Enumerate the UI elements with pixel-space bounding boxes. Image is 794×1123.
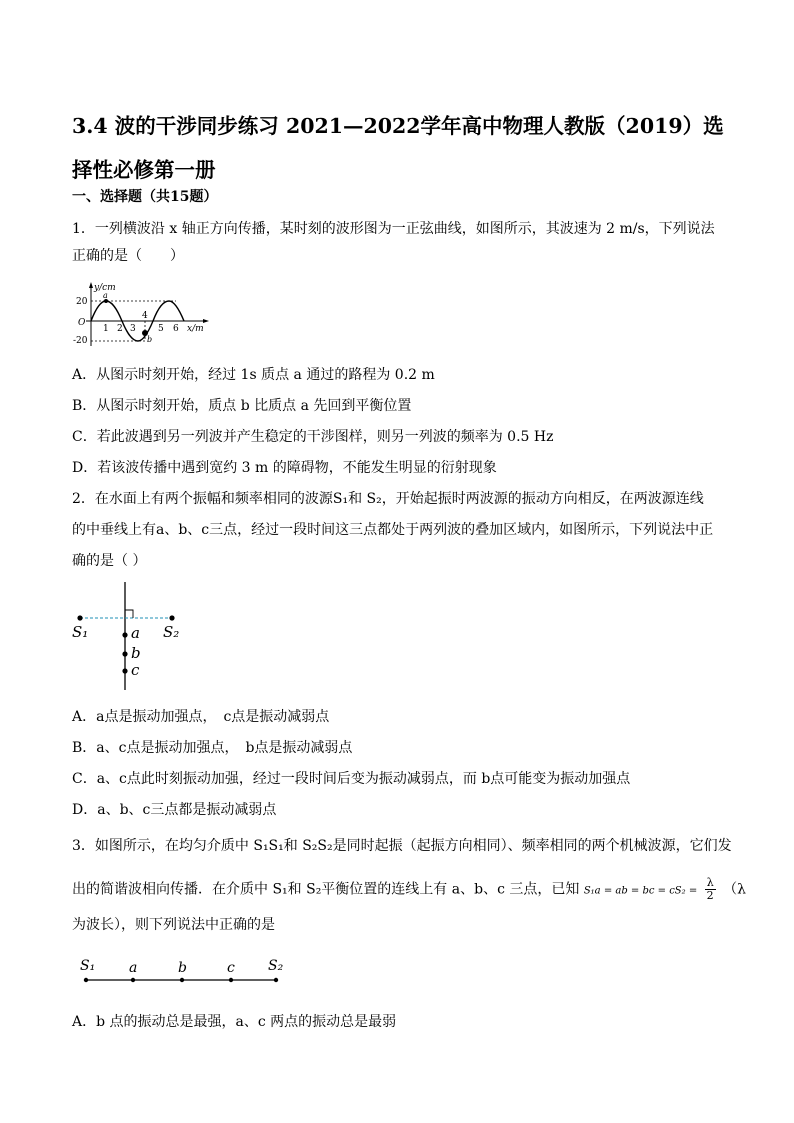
q3-source-figure (76, 952, 296, 992)
q3-frac-numerator: λ (706, 876, 714, 889)
q1-x-label: x/m (187, 324, 204, 334)
q2-option-d: D．a、b、c三点都是振动减弱点 (72, 802, 277, 818)
q2-source-s1 (77, 615, 82, 620)
q2-source-s2 (169, 615, 174, 620)
q1-a-label: a (103, 291, 108, 300)
q3-point-c (229, 978, 233, 982)
q1-tick-1: 1 (103, 324, 109, 334)
q2-s2-label: S₂ (163, 623, 180, 641)
q3-stem-line2-end: （λ (723, 881, 746, 898)
q3-stem-line1: 3．如图所示，在均匀介质中 S₁S₁和 S₂S₂是同时起振（起振方向相同）、频率相同的两个机械波源，它们发 (72, 838, 732, 854)
q1-stem-line2: 正确的是（ ） (72, 248, 184, 264)
q2-stem-line3: 确的是（ ） (72, 553, 147, 569)
q3-frac-denominator: 2 (706, 889, 714, 902)
q3-point-a (131, 978, 135, 982)
q3-s1-label: S₁ (80, 958, 96, 974)
q2-stem-line1: 2．在水面上有两个振幅和频率相同的波源S₁和 S₂，开始起振时两波源的振动方向相反，在两波源连线 (72, 491, 704, 507)
q2-b-label: b (131, 644, 141, 662)
q2-option-a: A．a点是振动加强点， c点是振动减弱点 (72, 709, 330, 725)
q1-b-label: b (147, 335, 153, 344)
q3-stem-line3: 为波长），则下列说法中正确的是 (72, 917, 275, 933)
q1-tick-5: 5 (158, 324, 164, 334)
q3-b-label: b (178, 960, 187, 976)
q1-tick-2: 2 (117, 324, 123, 334)
q1-origin-label: O (78, 318, 86, 328)
q3-formula: S₁a = ab = bc = cS₂ = (583, 885, 698, 897)
q2-point-b (122, 651, 127, 656)
q3-stem-line2-text: 出的简谐波相向传播．在介质中 S₁和 S₂平衡位置的连线上有 a、b、c 三点，已知 (72, 881, 580, 898)
q1-stem-line1: 1．一列横波沿 x 轴正方向传播，某时刻的波形图为一正弦曲线，如图所示，其波速为 2 m/s，下列说法 (72, 221, 715, 237)
q1-option-b: B．从图示时刻开始，质点 b 比质点 a 先回到平衡位置 (72, 398, 412, 414)
q1-tick-4: 4 (142, 311, 148, 321)
q2-point-c (122, 668, 127, 673)
q1-y-neg-label: -20 (73, 336, 88, 346)
q3-option-a: A．b 点的振动总是最强，a、c 两点的振动总是最弱 (72, 1014, 397, 1030)
q1-x-arrow (203, 319, 209, 323)
q3-stem-line2 (72, 877, 746, 902)
q1-option-a: A．从图示时刻开始，经过 1s 质点 a 通过的路程为 0.2 m (72, 367, 435, 383)
q2-c-label: c (131, 661, 140, 679)
q2-s1-label: S₁ (72, 623, 89, 641)
q1-wave-figure (72, 280, 212, 350)
document-title: 3.4 波的干涉同步练习 2021—2022学年高中物理人教版（2019）选择性必修第一册 (72, 114, 724, 182)
q2-option-b: B．a、c点是振动加强点， b点是振动减弱点 (72, 740, 353, 756)
q3-source-s2 (274, 978, 278, 982)
q3-point-b (180, 978, 184, 982)
q3-c-label: c (227, 960, 235, 976)
q1-tick-6: 6 (173, 324, 179, 334)
q2-point-a (122, 632, 127, 637)
q1-option-d: D．若该波传播中遇到宽约 3 m 的障碍物，不能发生明显的衍射现象 (72, 460, 497, 476)
q3-s2-label: S₂ (268, 958, 284, 974)
section-heading: 一、选择题（共15题） (72, 189, 218, 205)
q3-fraction (705, 877, 716, 902)
q2-right-angle-mark (125, 610, 133, 618)
q2-stem-line2: 的中垂线上有a、b、c三点，经过一段时间这三点都处于两列波的叠加区域内，如图所示，下列说法中正 (72, 522, 714, 538)
q1-option-c: C．若此波遇到另一列波并产生稳定的干涉图样，则另一列波的频率为 0.5 Hz (72, 429, 554, 445)
q1-y-label: y/cm (94, 283, 116, 293)
q2-option-c: C．a、c点此时刻振动加强，经过一段时间后变为振动减弱点，而 b点可能变为振动加强点 (72, 771, 631, 787)
q1-y-pos-label: 20 (76, 297, 88, 307)
q1-y-arrow (89, 282, 93, 288)
q2-source-figure (70, 580, 190, 695)
q2-a-label: a (131, 624, 140, 642)
q3-a-label: a (129, 960, 138, 976)
q1-tick-3: 3 (130, 324, 136, 334)
q3-source-s1 (84, 978, 88, 982)
